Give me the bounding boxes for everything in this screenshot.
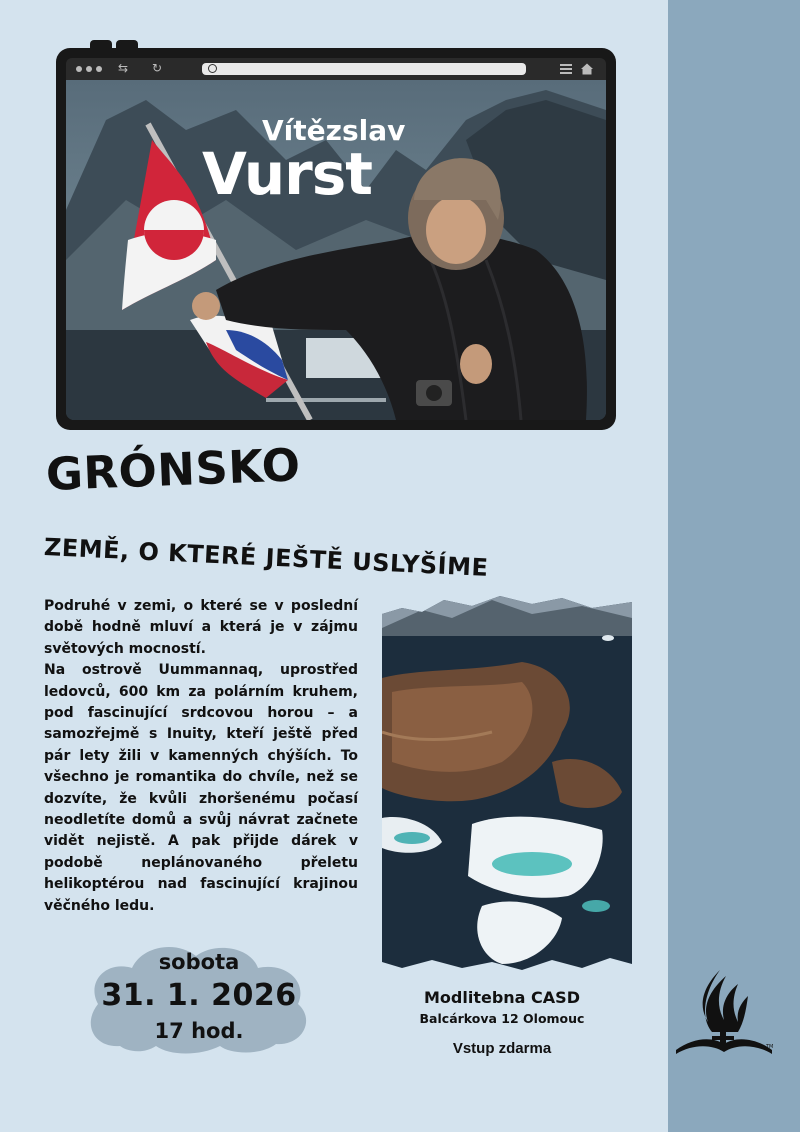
speaker-photo xyxy=(66,80,606,420)
greenland-aerial-photo xyxy=(382,592,632,972)
venue-name: Modlitebna CASD xyxy=(424,988,580,1007)
address-bar xyxy=(202,63,526,75)
back-forward-icon: ⇆ xyxy=(118,61,129,75)
event-date: 31. 1. 2026 xyxy=(101,978,297,1013)
event-subtitle: ZEMĚ, O KTERÉ JEŠTĚ USLYŠÍME xyxy=(43,533,489,582)
event-day: sobota xyxy=(158,950,240,974)
event-time: 17 hod. xyxy=(154,1019,244,1043)
event-title: GRÓNSKO xyxy=(44,438,302,501)
speaker-last-name: Vurst xyxy=(202,140,372,208)
speaker-first-name: Vítězslav xyxy=(262,114,406,147)
svg-text:TM: TM xyxy=(766,1044,774,1050)
browser-frame xyxy=(56,48,616,430)
reload-icon: ↻ xyxy=(152,61,163,75)
venue-address: Balcárkova 12 Olomouc xyxy=(419,1011,585,1026)
church-logo-icon xyxy=(672,966,776,1058)
hamburger-icon xyxy=(560,64,572,76)
search-icon xyxy=(208,64,217,73)
browser-toolbar xyxy=(66,58,606,80)
side-band xyxy=(668,0,800,1132)
menu-dots-icon xyxy=(76,66,102,72)
description-paragraph: Podruhé v zemi, o které se v poslední době hodně mluví a která je v zájmu světových mocností. xyxy=(44,598,358,657)
entry-info: Vstup zdarma xyxy=(452,1040,552,1057)
event-description xyxy=(44,596,358,917)
home-icon xyxy=(580,62,594,76)
description-paragraph: Na ostrově Uummannaq, uprostřed ledovců, 600 km za polárním kruhem, pod fascinující srdcovou horou – a samozřejmě s Inuity, kteří ještě před pár lety žili v kamenných chýších. To všechno je romantika do chvíle, než se dozvíte, že kvůli zhoršenému počasí neodletíte domů a svůj návrat začnete vidět nejistě. A pak přijde dárek v podobě neplánovaného přeletu helikoptérou nad fascinující krajinou věčného ledu. xyxy=(44,662,358,914)
